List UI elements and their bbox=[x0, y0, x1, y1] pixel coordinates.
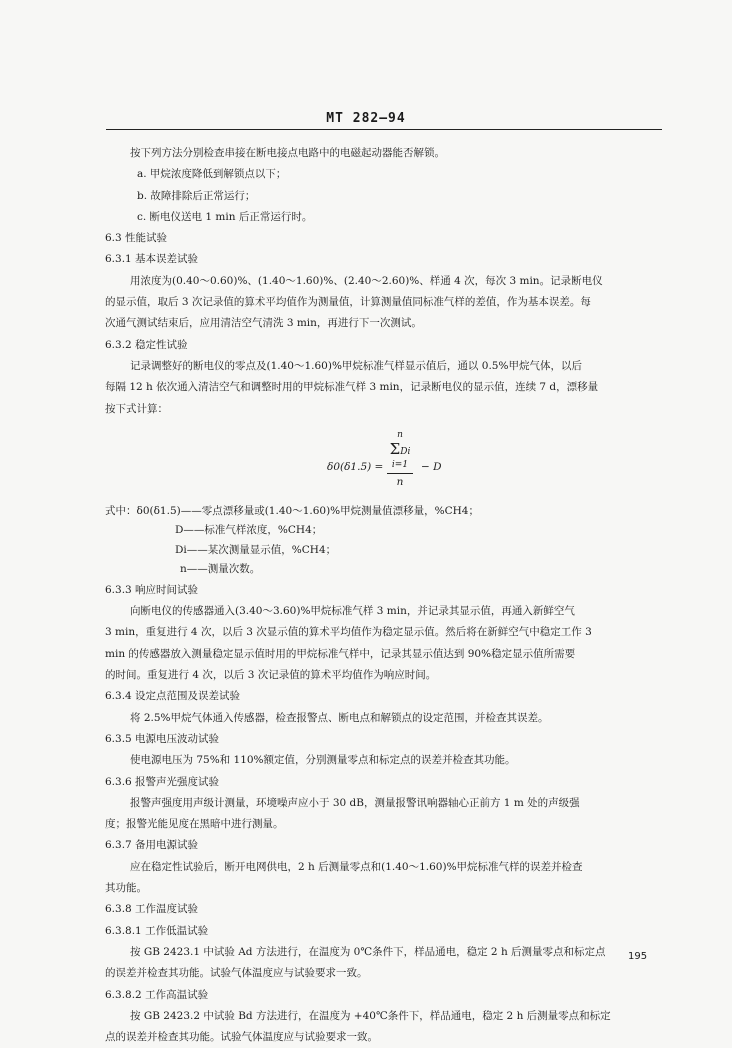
definition-line: Di——某次测量显示值，%CH4； bbox=[175, 543, 337, 556]
page-header: MT 282—94 bbox=[326, 111, 406, 126]
section-heading: 6.3.8.1 工作低温试验 bbox=[105, 924, 209, 937]
paragraph-line: 按 GB 2423.1 中试验 Ad 方法进行，在温度为 0℃条件下，样品通电，稳定 2 h 后测量零点和标定点 bbox=[130, 945, 606, 958]
list-item: c. 断电仪送电 1 min 后正常运行时。 bbox=[137, 210, 313, 223]
paragraph-line: 应在稳定性试验后，断开电网供电，2 h 后测量零点和(1.40～1.60)%甲烷标准气样的误差并检查 bbox=[130, 860, 583, 873]
formula-rhs: − D bbox=[421, 460, 442, 473]
definition-line: 式中：δ0(δ1.5)——零点漂移量或(1.40～1.60)%甲烷测量值漂移量，%CH4； bbox=[105, 504, 479, 517]
paragraph-line: 的显示值，取后 3 次记录值的算术平均值作为测量值，计算测量值同标准气样的差值，作为基本误差。每 bbox=[105, 296, 591, 309]
paragraph-line: 用浓度为(0.40～0.60)%、(1.40～1.60)%、(2.40～2.60)%、样通 4 次，每次 3 min。记录断电仪 bbox=[130, 274, 603, 287]
sigma-symbol bbox=[387, 441, 413, 460]
paragraph-line: 使电源电压为 75%和 110%额定值，分别测量零点和标定点的误差并检查其功能。 bbox=[130, 754, 516, 767]
section-heading: 6.3.3 响应时间试验 bbox=[105, 583, 199, 596]
formula-definitions bbox=[105, 502, 665, 580]
fraction-bar bbox=[387, 473, 413, 474]
paragraph-line: 将 2.5%甲烷气体通入传感器，检查报警点、断电点和解锁点的设定范围，并检查其误差。 bbox=[130, 711, 549, 724]
section-heading: 6.3 性能试验 bbox=[105, 232, 168, 245]
list-item: a. 甲烷浓度降低到解锁点以下； bbox=[137, 168, 287, 181]
paragraph-line: 向断电仪的传感器通入(3.40～3.60)%甲烷标准气样 3 min，并记录其显示值，再通入新鲜空气 bbox=[130, 605, 575, 618]
paragraph-line: 每隔 12 h 依次通入清洁空气和调整时用的甲烷标准气样 3 min，记录断电仪的显示值，连续 7 d，漂移量 bbox=[105, 381, 599, 394]
paragraph-line: 其功能。 bbox=[105, 882, 147, 895]
definition-line: D——标准气样浓度，%CH4； bbox=[175, 524, 323, 537]
numerator: Di bbox=[400, 446, 411, 457]
section-heading: 6.3.6 报警声光强度试验 bbox=[105, 775, 220, 788]
paragraph-line: 按下式计算： bbox=[105, 402, 168, 415]
section-heading: 6.3.5 电源电压波动试验 bbox=[105, 732, 220, 745]
section-heading: 6.3.1 基本误差试验 bbox=[105, 253, 199, 266]
section-heading: 6.3.8 工作温度试验 bbox=[105, 903, 199, 916]
paragraph-line: 报警声强度用声级计测量，环境噪声应小于 30 dB，测量报警讯响器轴心正前方 1 m 处的声级强 bbox=[130, 796, 580, 809]
section-heading: 6.3.7 备用电源试验 bbox=[105, 839, 199, 852]
formula-lhs: δ0(δ1.5) = bbox=[327, 460, 384, 473]
list-item: b. 故障排除后正常运行； bbox=[137, 189, 256, 202]
sigma: Σ bbox=[389, 439, 401, 458]
section-heading: 6.3.4 设定点范围及误差试验 bbox=[105, 690, 241, 703]
section-heading: 6.3.2 稳定性试验 bbox=[105, 338, 188, 351]
body-text bbox=[105, 143, 665, 1048]
denominator: n bbox=[396, 475, 404, 488]
paragraph-line: 度；报警光能见度在黑暗中进行测量。 bbox=[105, 818, 284, 831]
formula-fraction bbox=[387, 430, 413, 488]
section-heading: 6.3.8.2 工作高温试验 bbox=[105, 988, 209, 1001]
sum-lower-limit: i=1 bbox=[391, 459, 409, 470]
paragraph-line: min 的传感器放入测量稳定显示值时用的甲烷标准气样中，记录其显示值达到 90%稳定显示值所需要 bbox=[105, 647, 576, 660]
paragraph-line: 次通气测试结束后，应用清洁空气清洗 3 min，再进行下一次测试。 bbox=[105, 317, 422, 330]
paragraph-line: 按 GB 2423.2 中试验 Bd 方法进行，在温度为 +40℃条件下，样品通电，稳定 2 h 后测量零点和标定 bbox=[130, 1009, 611, 1022]
paragraph-line: 3 min，重复进行 4 次，以后 3 次显示值的算术平均值作为稳定显示值。然后将在新鲜空气中稳定工作 3 bbox=[105, 626, 592, 639]
paragraph-line: 的误差并检查其功能。试验气体温度应与试验要求一致。 bbox=[105, 967, 368, 980]
paragraph-line: 按下列方法分别检查串接在断电接点电路中的电磁起动器能否解锁。 bbox=[130, 147, 445, 159]
paragraph-line: 的时间。重复进行 4 次，以后 3 次记录值的算术平均值作为响应时间。 bbox=[105, 669, 437, 682]
drift-formula bbox=[105, 430, 665, 502]
sum-upper-limit: n bbox=[397, 429, 403, 440]
page-number: 195 bbox=[628, 951, 648, 962]
paragraph-line: 记录调整好的断电仪的零点及(1.40～1.60)%甲烷标准气样显示值后，通以 0.5%甲烷气体，以后 bbox=[130, 359, 582, 372]
paragraph-line: 点的误差并检查其功能。试验气体温度应与试验要求一致。 bbox=[105, 1031, 378, 1044]
definition-line: n——测量次数。 bbox=[180, 563, 261, 576]
header-rule bbox=[106, 129, 662, 130]
